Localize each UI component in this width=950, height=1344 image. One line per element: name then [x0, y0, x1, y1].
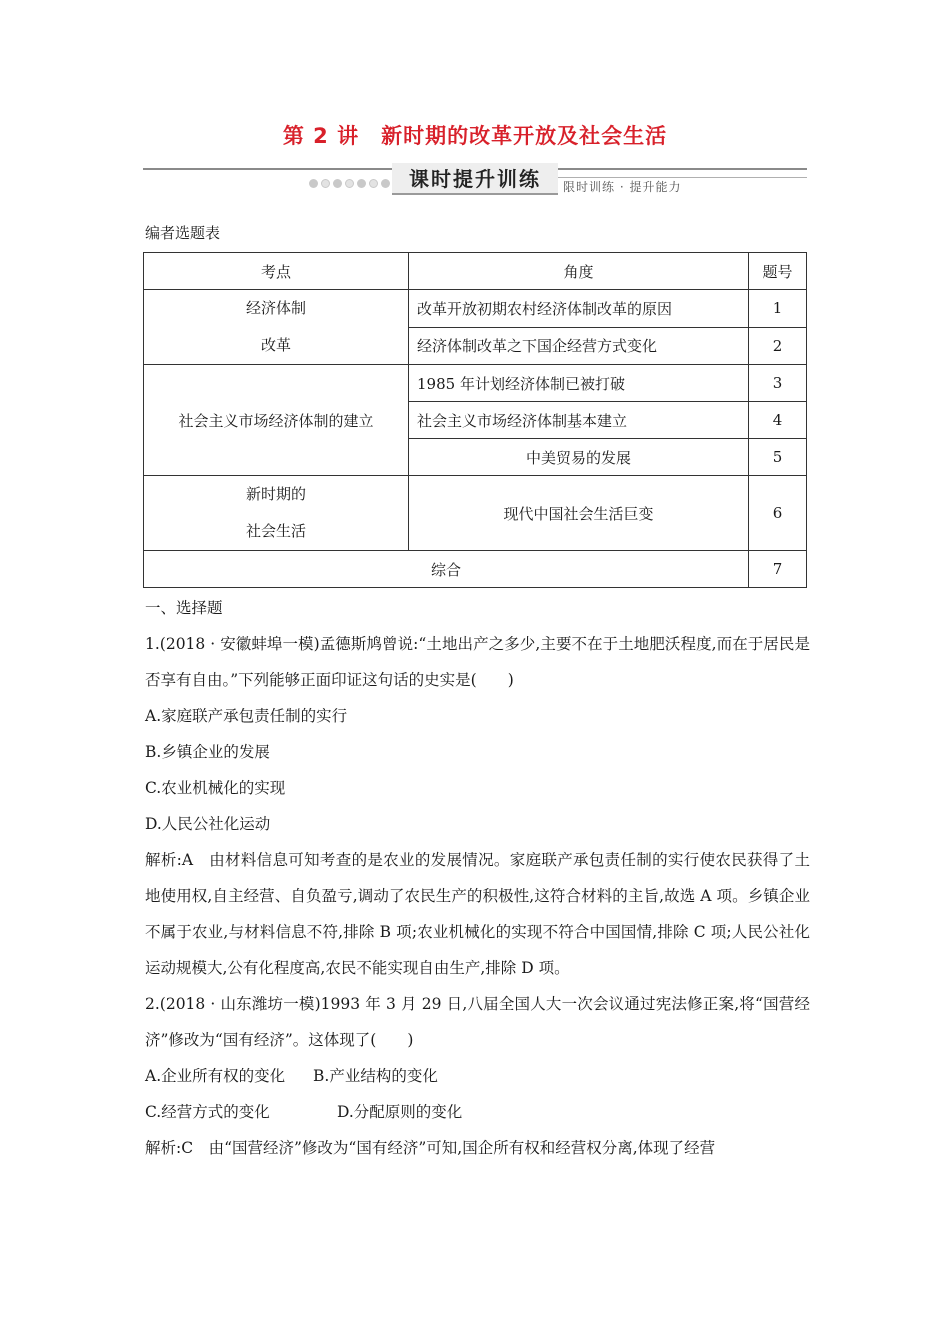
topic-cell [144, 476, 409, 551]
lesson-title [0, 120, 950, 150]
angle-cell: 中美贸易的发展 [409, 439, 749, 476]
table-caption: 编者选题表 [145, 224, 221, 242]
table-row [144, 476, 807, 551]
topic-line: 改革 [260, 336, 291, 354]
header-angle: 角度 [409, 253, 749, 290]
answer-analysis: 解析:C 由“国营经济”修改为“国有经济”可知,国企所有权和经营权分离,体现了经营 [145, 1139, 716, 1157]
section-heading: 一、选择题 [145, 599, 223, 617]
questions-body [145, 596, 810, 1166]
question-stem: 2.(2018 · 山东潍坊一模)1993 年 3 月 29 日,八届全国人大一次会议通过宪法修正案,将“国营经济”修改为“国有经济”。这体现了( ) [145, 995, 810, 1049]
lesson-number: 第 2 讲 [282, 124, 360, 148]
option-b: B.乡镇企业的发展 [145, 743, 270, 761]
number-cell: 2 [749, 327, 807, 365]
banner-tag: 限时训练 · 提升能力 [563, 180, 682, 194]
topic-cell: 社会主义市场经济体制的建立 [144, 365, 409, 476]
topic-selection-table [143, 252, 807, 588]
banner-label: 课时提升训练 [392, 163, 558, 195]
summary-row [144, 551, 807, 588]
options-row [145, 1058, 810, 1094]
options-row [145, 1094, 810, 1130]
section-banner [143, 163, 807, 195]
number-cell: 5 [749, 439, 807, 476]
table-header-row [144, 253, 807, 290]
lesson-name: 新时期的改革开放及社会生活 [381, 124, 668, 148]
option-a: A.企业所有权的变化 [145, 1067, 286, 1085]
number-cell: 3 [749, 365, 807, 402]
banner-dots-icon [309, 179, 390, 188]
header-number: 题号 [749, 253, 807, 290]
option-a: A.家庭联产承包责任制的实行 [145, 707, 348, 725]
topic-line: 经济体制 [245, 299, 306, 317]
option-b: B.产业结构的变化 [313, 1067, 438, 1085]
angle-cell: 1985 年计划经济体制已被打破 [409, 365, 749, 402]
header-topic: 考点 [144, 253, 409, 290]
angle-cell: 改革开放初期农村经济体制改革的原因 [409, 290, 749, 328]
number-cell: 4 [749, 402, 807, 439]
answer-analysis: 解析:A 由材料信息可知考查的是农业的发展情况。家庭联产承包责任制的实行使农民获得了土地使用权,自主经营、自负盈亏,调动了农民生产的积极性,这符合材料的主旨,故选 A 项。乡镇企业不属于农业,与材料信息不符,排除 B 项;农业机械化的实现不符合中国国情,排除 C 项;人民公社化运动规模大,公有化程度高,农民不能实现自由生产,排除 D 项。 [145, 851, 810, 977]
angle-cell: 经济体制改革之下国企经营方式变化 [409, 327, 749, 365]
summary-label: 综合 [144, 551, 749, 588]
angle-cell: 社会主义市场经济体制基本建立 [409, 402, 749, 439]
option-d: D.分配原则的变化 [337, 1103, 463, 1121]
number-cell: 6 [749, 476, 807, 551]
topic-cell [144, 290, 409, 365]
angle-cell: 现代中国社会生活巨变 [409, 476, 749, 551]
option-c: C.农业机械化的实现 [145, 779, 286, 797]
topic-line: 社会生活 [245, 522, 306, 540]
option-d: D.人民公社化运动 [145, 815, 271, 833]
option-c: C.经营方式的变化 [145, 1103, 270, 1121]
number-cell: 7 [749, 551, 807, 588]
table-row [144, 290, 807, 328]
topic-line: 新时期的 [245, 485, 306, 503]
table-row [144, 365, 807, 402]
question-stem: 1.(2018 · 安徽蚌埠一模)孟德斯鸠曾说:“土地出产之多少,主要不在于土地肥沃程度,而在于居民是否享有自由。”下列能够正面印证这句话的史实是( ) [145, 635, 810, 689]
number-cell: 1 [749, 290, 807, 328]
